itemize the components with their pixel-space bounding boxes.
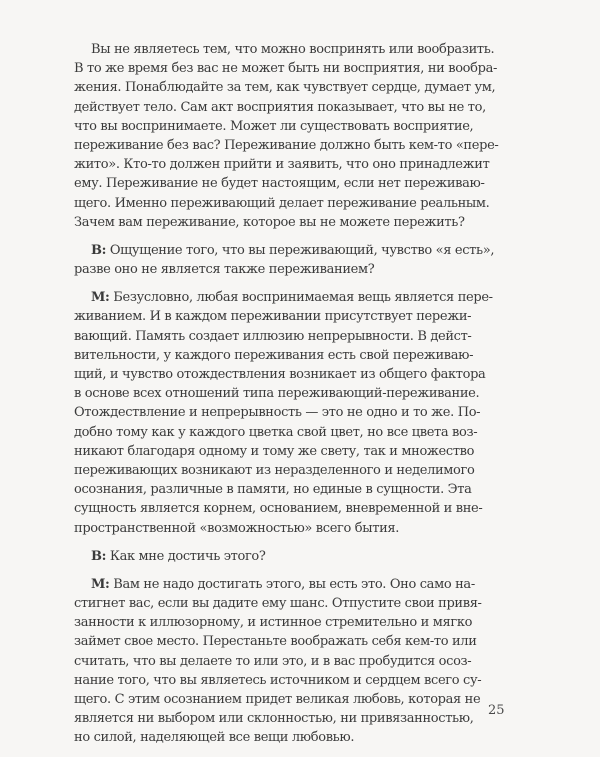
line-text: осознания, различные в памяти, но единые в сущности. Эта	[74, 482, 472, 498]
line-text: жито». Кто-то должен прийти и заявить, что оно принадлежит	[74, 157, 490, 173]
line-text: никают благодаря одному и тому же свету, так и множество	[74, 443, 475, 459]
speaker-label: М:	[91, 290, 110, 306]
line-text: что вы воспринимаете. Может ли существовать восприятие,	[74, 118, 474, 134]
text-line	[74, 194, 540, 213]
speaker-label: В:	[91, 548, 107, 564]
line-text: пространственной «возможностью» всего бытия.	[74, 520, 400, 536]
paragraph	[74, 40, 540, 232]
line-text: в основе всех отношений типа переживающий-переживание.	[74, 386, 480, 402]
line-text: ему. Переживание не будет настоящим, если нет переживаю-	[74, 176, 485, 192]
text-line	[74, 59, 540, 78]
text-line	[74, 327, 540, 346]
line-text: действует тело. Сам акт восприятия показывает, что вы не то,	[74, 99, 486, 115]
line-text: жения. Понаблюдайте за тем, как чувствует сердце, думает ум,	[74, 80, 496, 96]
line-text: считать, что вы делаете то или это, и в вас пробудится осоз-	[74, 653, 472, 669]
text-line	[74, 728, 540, 747]
line-text: разве оно не является также переживанием?	[74, 262, 375, 278]
text-line	[74, 652, 540, 671]
text-line	[74, 613, 540, 632]
line-text: Вы не являетесь тем, что можно воспринять или вообразить.	[91, 42, 495, 57]
line-text: Отождествление и непрерывность — это не одно и то же. По-	[74, 405, 481, 421]
text-line	[74, 260, 540, 279]
text-line	[74, 174, 540, 193]
text-line	[74, 40, 540, 59]
paragraph	[74, 547, 540, 566]
text-line	[74, 480, 540, 499]
text-line	[74, 365, 540, 384]
text-line	[74, 575, 540, 594]
text-line	[74, 594, 540, 613]
page-number: 25	[488, 703, 505, 718]
text-line	[74, 213, 540, 232]
text-line	[74, 155, 540, 174]
line-text: переживающих возникают из неразделенного и неделимого	[74, 462, 475, 478]
text-line	[74, 288, 540, 307]
text-line	[74, 403, 540, 422]
line-text: щего. С этим осознанием придет великая любовь, которая не	[74, 692, 481, 707]
line-text: живанием. И в каждом переживании присутствует пережи-	[74, 309, 472, 325]
text-line	[74, 690, 540, 709]
paragraph	[74, 575, 540, 748]
line-text: стигнет вас, если вы дадите ему шанс. Отпустите свои привя-	[74, 596, 482, 612]
line-text: В то же время без вас не может быть ни восприятия, ни вообра-	[74, 61, 498, 77]
paragraph	[74, 288, 540, 537]
text-line	[74, 384, 540, 403]
line-text: сущность является корнем, основанием, вневременной и вне-	[74, 501, 483, 517]
line-text: Безусловно, любая воспринимаемая вещь является пере-	[109, 290, 493, 306]
speaker-label: М:	[91, 576, 110, 592]
paragraph	[74, 241, 540, 279]
text-line	[74, 78, 540, 97]
line-text: нание того, что вы являетесь источником и сердцем всего су-	[74, 672, 482, 688]
line-text: Зачем вам переживание, которое вы не можете пережить?	[74, 214, 465, 230]
text-line	[74, 136, 540, 155]
line-text: вающий. Память создает иллюзию непрерывности. В дейст-	[74, 328, 472, 344]
text-line	[74, 442, 540, 461]
text-line	[74, 98, 540, 117]
line-text: Вам не надо достигать этого, вы есть это. Оно само на-	[109, 576, 475, 592]
line-text: щего. Именно переживающий делает переживание реальным.	[74, 195, 490, 211]
line-text: но силой, наделяющей все вещи любовью.	[74, 730, 355, 746]
text-line	[74, 499, 540, 518]
line-text: добно тому как у каждого цветка свой цвет, но все цвета воз-	[74, 424, 478, 440]
line-text: Ощущение того, что вы переживающий, чувство «я есть»,	[106, 242, 495, 258]
text-line	[74, 423, 540, 442]
text-line	[74, 709, 540, 728]
line-text: является ни выбором или склонностью, ни привязанностью,	[74, 711, 474, 727]
speaker-label: В:	[91, 242, 107, 258]
text-line	[74, 307, 540, 326]
text-line	[74, 346, 540, 365]
line-text: Как мне достичь этого?	[106, 548, 266, 564]
text-line	[74, 671, 540, 690]
text-line	[74, 632, 540, 651]
text-line	[74, 547, 540, 566]
page-body	[74, 40, 540, 757]
text-line	[74, 461, 540, 480]
line-text: вительности, у каждого переживания есть свой переживаю-	[74, 347, 474, 363]
text-line	[74, 241, 540, 260]
line-text: займет свое место. Перестаньте воображать себя кем-то или	[74, 634, 477, 650]
text-line	[74, 117, 540, 136]
line-text: щий, и чувство отождествления возникает из общего фактора	[74, 367, 486, 382]
text-line	[74, 519, 540, 538]
line-text: переживание без вас? Переживание должно быть кем-то «пере-	[74, 137, 499, 153]
line-text: занности к иллюзорному, и истинное стремительно и мягко	[74, 615, 473, 631]
